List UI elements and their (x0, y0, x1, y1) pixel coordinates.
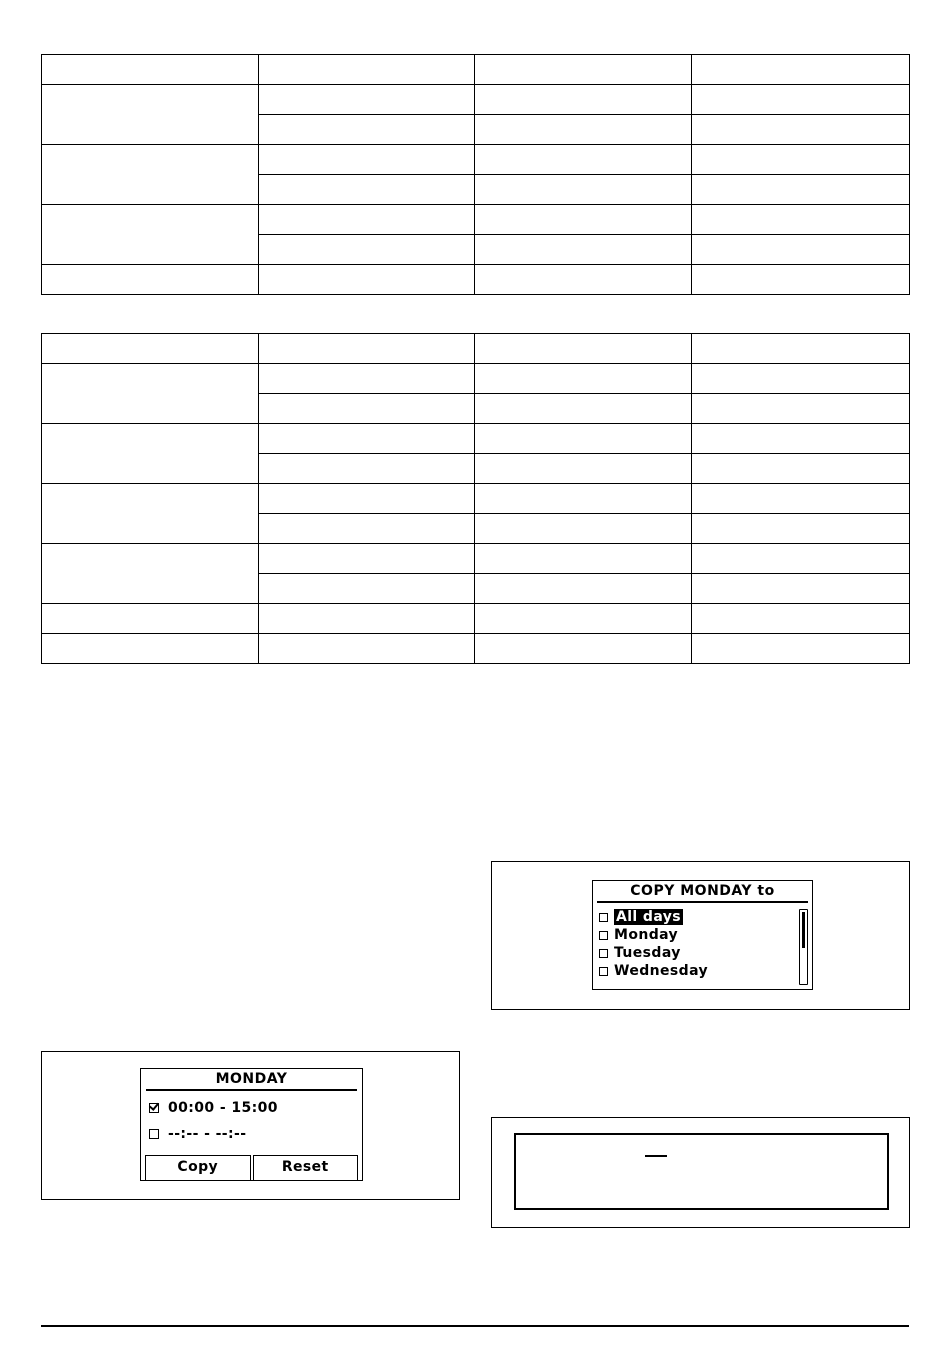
copy-option-all-days[interactable] (599, 908, 708, 926)
monday-screen-title: MONDAY (215, 1071, 288, 1087)
table-row (42, 265, 910, 295)
table-cell (42, 364, 259, 424)
table-cell (475, 604, 692, 634)
table-cell (692, 394, 910, 424)
time-slot-2[interactable] (149, 1126, 246, 1142)
table-cell (475, 574, 692, 604)
reset-button[interactable]: Reset (253, 1155, 359, 1180)
copy-option-label: Wednesday (614, 963, 709, 979)
copy-screen-lcd (592, 880, 813, 990)
table-cell (692, 634, 910, 664)
table-cell (42, 145, 259, 205)
table-cell (475, 85, 692, 115)
table-cell (692, 574, 910, 604)
table-cell (692, 424, 910, 454)
time-slot-label: --:-- - --:-- (168, 1126, 247, 1142)
table-cell (692, 364, 910, 394)
table-cell (692, 115, 910, 145)
table-cell (692, 85, 910, 115)
settings-table-1 (41, 54, 910, 295)
table-cell (259, 544, 475, 574)
blank-screen-lcd (514, 1133, 889, 1210)
settings-table-2 (41, 333, 910, 664)
table-cell (475, 235, 692, 265)
table-cell (259, 484, 475, 514)
table-cell (259, 424, 475, 454)
scrollbar-thumb[interactable] (802, 912, 805, 948)
checkbox-icon[interactable] (599, 913, 608, 922)
footer-divider (41, 1325, 909, 1327)
table-cell (692, 454, 910, 484)
table-cell (259, 55, 475, 85)
cursor-dash (645, 1155, 667, 1157)
table-cell (475, 364, 692, 394)
table-cell (259, 85, 475, 115)
checkbox-icon[interactable] (149, 1129, 159, 1139)
checked-checkbox-icon[interactable] (149, 1103, 159, 1113)
table-cell (475, 424, 692, 454)
table-cell (42, 604, 259, 634)
copy-option-monday[interactable] (599, 926, 708, 944)
table-cell (475, 175, 692, 205)
table-cell (692, 604, 910, 634)
table-cell (259, 604, 475, 634)
time-slot-label: 00:00 - 15:00 (168, 1100, 278, 1116)
table-cell (692, 265, 910, 295)
blank-screen-figure (491, 1117, 910, 1228)
table-row (42, 634, 910, 664)
table-cell (692, 235, 910, 265)
table-row (42, 484, 910, 514)
table-cell (259, 235, 475, 265)
table-cell (475, 484, 692, 514)
table-cell (475, 145, 692, 175)
table-cell (42, 424, 259, 484)
monday-screen-lcd (140, 1068, 363, 1181)
table-cell (259, 634, 475, 664)
copy-button[interactable]: Copy (145, 1155, 251, 1180)
table-cell (475, 115, 692, 145)
table-row (42, 85, 910, 115)
table-cell (259, 334, 475, 364)
table-cell (42, 85, 259, 145)
table-cell (475, 394, 692, 424)
table-cell (259, 115, 475, 145)
table-row (42, 544, 910, 574)
table-cell (475, 634, 692, 664)
time-slot-1[interactable] (149, 1100, 278, 1116)
checkbox-icon[interactable] (599, 967, 608, 976)
copy-option-label: Monday (614, 927, 679, 943)
table-cell (259, 265, 475, 295)
title-divider (597, 901, 808, 903)
table-cell (692, 484, 910, 514)
table-cell (475, 265, 692, 295)
table-cell (475, 544, 692, 574)
table-cell (259, 394, 475, 424)
table-row (42, 334, 910, 364)
table-row (42, 55, 910, 85)
copy-screen-figure (491, 861, 910, 1010)
table-row (42, 424, 910, 454)
table-cell (259, 145, 475, 175)
table-row (42, 364, 910, 394)
softkey-bar (145, 1155, 358, 1180)
monday-screen-figure (41, 1051, 460, 1200)
table-cell (259, 205, 475, 235)
table-cell (475, 334, 692, 364)
table-cell (259, 514, 475, 544)
copy-option-label: Tuesday (614, 945, 681, 961)
table-cell (42, 634, 259, 664)
table-row (42, 145, 910, 175)
table-cell (42, 484, 259, 544)
title-divider (146, 1089, 357, 1091)
table-cell (692, 514, 910, 544)
table-cell (692, 205, 910, 235)
table-cell (42, 55, 259, 85)
table-cell (475, 205, 692, 235)
table-row (42, 205, 910, 235)
checkbox-icon[interactable] (599, 931, 608, 940)
copy-day-list (599, 908, 708, 980)
table-cell (692, 175, 910, 205)
copy-option-label: All days (616, 909, 682, 925)
table-cell (692, 544, 910, 574)
table-cell (475, 514, 692, 544)
table-cell (42, 544, 259, 604)
table-cell (42, 205, 259, 265)
table-row (42, 604, 910, 634)
table-cell (475, 55, 692, 85)
table-cell (692, 55, 910, 85)
copy-option-tuesday[interactable] (599, 944, 708, 962)
table-cell (259, 364, 475, 394)
copy-option-wednesday[interactable] (599, 962, 708, 980)
table-cell (42, 334, 259, 364)
copy-screen-title: COPY MONDAY to (630, 883, 775, 899)
table-cell (475, 454, 692, 484)
table-cell (42, 265, 259, 295)
table-cell (259, 175, 475, 205)
table-cell (692, 334, 910, 364)
checkbox-icon[interactable] (599, 949, 608, 958)
scrollbar[interactable] (799, 909, 808, 985)
table-cell (259, 574, 475, 604)
table-cell (692, 145, 910, 175)
table-cell (259, 454, 475, 484)
